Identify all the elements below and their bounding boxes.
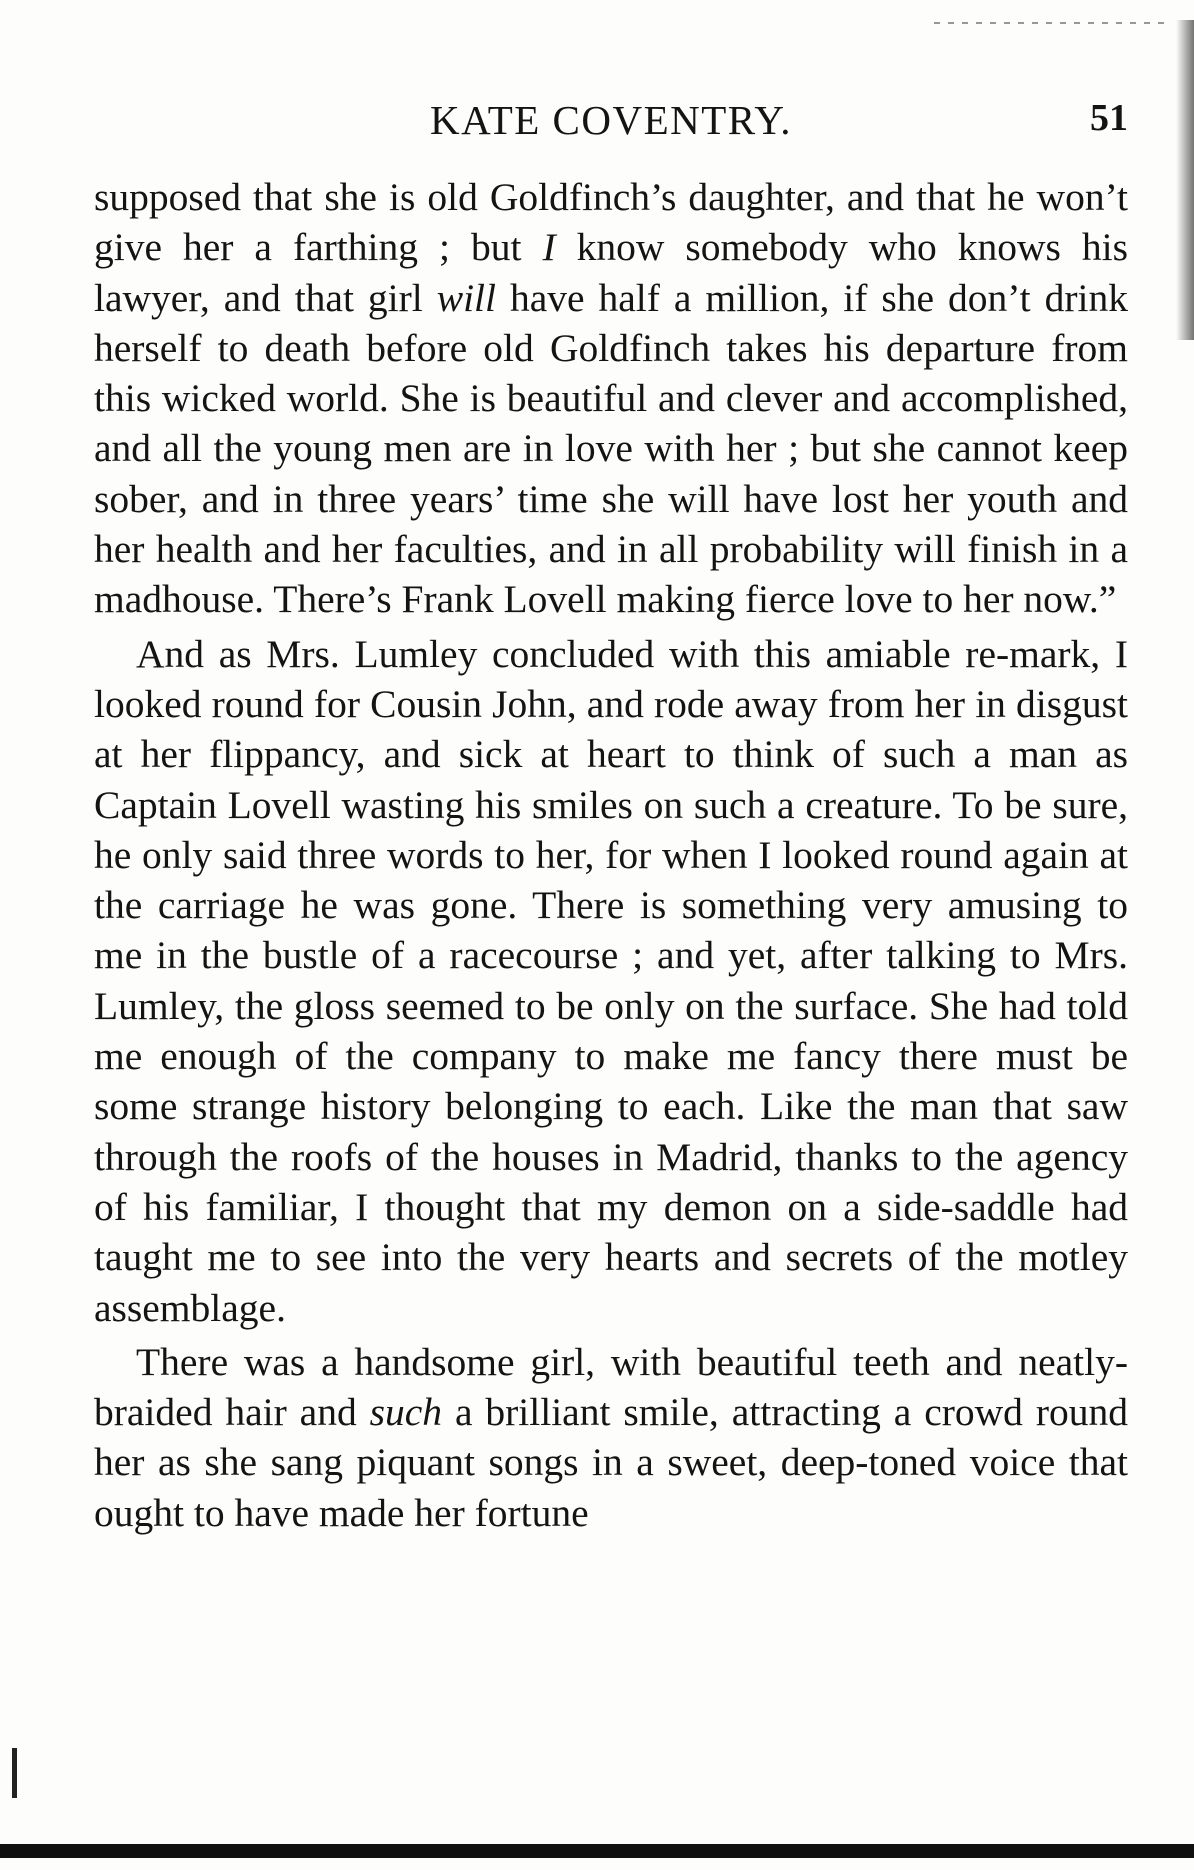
scan-margin-mark <box>12 1748 17 1798</box>
running-head <box>94 96 1128 156</box>
text-run: There was a handsome girl, with beautiful teeth and neatly-braided hair and <box>94 1339 1128 1435</box>
body-text <box>94 172 1128 1538</box>
text-run: And as Mrs. Lumley concluded with this amiable re-mark, I looked round for Cousin John, and rode away from her in disgust at her flippancy, and sick at heart to think of such a man as Captain Lovell wasting his smiles on such a creature. To be sure, he only said three words to her, for when I looked round again at the carriage he was gone. There is something very amusing to me in the bustle of a racecourse ; and yet, after talking to Mrs. Lumley, the gloss seemed to be only on the surface. She had told me enough of the company to make me fancy there must be some strange history belonging to each. Like the man that saw through the roofs of the houses in Madrid, thanks to the agency of his familiar, I thought that my demon on a side-saddle had taught me to see into the very hearts and secrets of the motley assemblage. <box>94 631 1128 1330</box>
text-run: a brilliant smile, attracting a crowd round her as she sang piquant songs in a sweet, deep-toned voice that ought to have made her fortune <box>94 1390 1128 1535</box>
page-edge-shadow <box>1176 20 1194 340</box>
running-title: KATE COVENTRY. <box>430 97 792 143</box>
paragraph-3 <box>94 1337 1128 1538</box>
text-run: supposed that she is old Goldfinch’s daughter, and that he won’t give her a farthing ; but <box>94 175 1128 270</box>
italic-run: such <box>369 1390 443 1435</box>
scan-speckle <box>934 22 1164 24</box>
paragraph-2 <box>94 629 1128 1333</box>
text-run: have half a million, if she don’t drink herself to death before old Goldfinch takes his departure from this wicked world. She is beautiful and clever and accomplished, and all the young men are in love with her ; but she cannot keep sober, and in three years’ time she will have lost her youth and her health and her faculties, and in all probability will finish in a madhouse. There’s Frank Lovell making fierce love to her now.” <box>94 275 1128 622</box>
paragraph-1 <box>94 172 1128 625</box>
bottom-rule <box>0 1844 1194 1858</box>
page-number: 51 <box>1090 97 1128 139</box>
italic-run: will <box>436 275 496 320</box>
italic-run: I <box>542 225 556 270</box>
text-run: know somebody who knows his lawyer, and that girl <box>94 225 1128 320</box>
